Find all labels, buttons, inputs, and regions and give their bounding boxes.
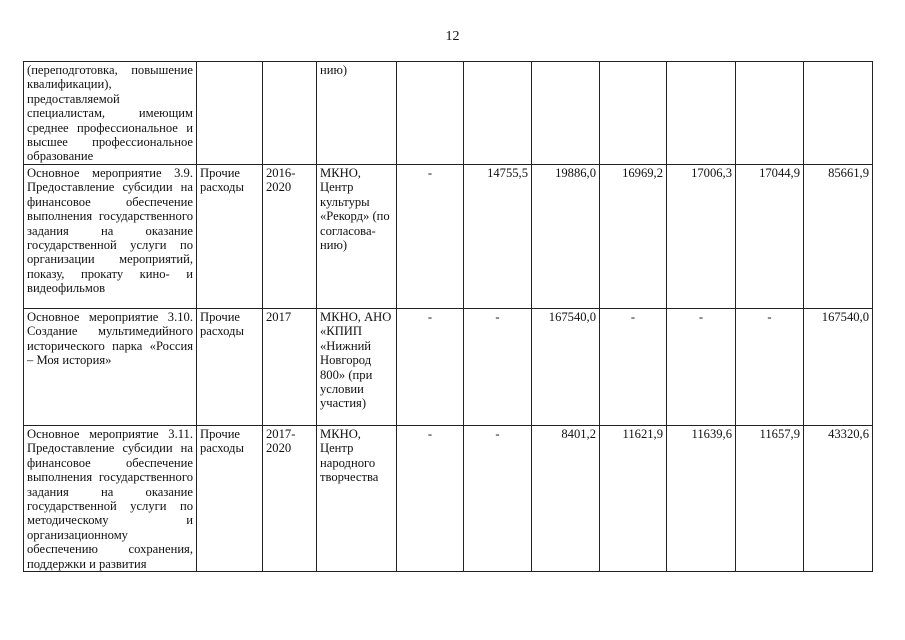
- value-cell: 8401,2: [532, 426, 600, 572]
- period: 2017: [263, 309, 317, 426]
- value-cell: -: [464, 426, 532, 572]
- executor: МКНО, Центр культуры «Рекорд» (по согласова-нию): [317, 165, 397, 309]
- value-cell: [667, 62, 736, 165]
- value-cell: -: [397, 426, 464, 572]
- value-cell: [397, 62, 464, 165]
- activity-description: Основное мероприятие 3.10. Создание мультимедийного исторического парка «Россия – Моя история»: [24, 309, 197, 426]
- table-row: [24, 309, 873, 426]
- expense-type: Прочие расходы: [197, 309, 263, 426]
- value-cell: [736, 62, 804, 165]
- executor: нию): [317, 62, 397, 165]
- executor: МКНО, Центр народного творчества: [317, 426, 397, 572]
- value-cell: -: [736, 309, 804, 426]
- value-cell: 16969,2: [600, 165, 667, 309]
- executor: МКНО, АНО «КПИП «Нижний Новгород 800» (при условии участия): [317, 309, 397, 426]
- value-cell: -: [464, 309, 532, 426]
- value-cell: -: [667, 309, 736, 426]
- value-cell: 11621,9: [600, 426, 667, 572]
- value-cell: -: [397, 309, 464, 426]
- table-row: [24, 165, 873, 309]
- value-cell: -: [600, 309, 667, 426]
- table-row: [24, 62, 873, 165]
- value-cell: 17044,9: [736, 165, 804, 309]
- value-cell: [532, 62, 600, 165]
- value-cell: [600, 62, 667, 165]
- value-cell: 167540,0: [532, 309, 600, 426]
- period: 2017-2020: [263, 426, 317, 572]
- activity-description: Основное мероприятие 3.9. Предоставление субсидии на финансовое обеспечение выполнения государственного задания на оказание государственной услуги по организации мероприятий, показу, прокату кино- и видеофильмов: [24, 165, 197, 309]
- expense-type: Прочие расходы: [197, 426, 263, 572]
- value-cell: -: [397, 165, 464, 309]
- value-cell: [464, 62, 532, 165]
- activity-description: (переподготовка, повышение квалификации), предоставляемой специалистам, имеющим среднее профессиональное и высшее профессиональное образование: [24, 62, 197, 165]
- value-cell: 14755,5: [464, 165, 532, 309]
- value-cell: 43320,6: [804, 426, 873, 572]
- expense-type: Прочие расходы: [197, 165, 263, 309]
- value-cell: [804, 62, 873, 165]
- activity-description: Основное мероприятие 3.11. Предоставление субсидии на финансовое обеспечение выполнения государственного задания на оказание государственной услуги по методическому и организационному обеспечению сохранения, поддержки и развития: [24, 426, 197, 572]
- value-cell: 167540,0: [804, 309, 873, 426]
- period: [263, 62, 317, 165]
- value-cell: 17006,3: [667, 165, 736, 309]
- program-activities-table: [23, 61, 873, 572]
- table-row: [24, 426, 873, 572]
- value-cell: 85661,9: [804, 165, 873, 309]
- page-number: 12: [445, 29, 460, 44]
- expense-type: [197, 62, 263, 165]
- value-cell: 11657,9: [736, 426, 804, 572]
- period: 2016-2020: [263, 165, 317, 309]
- value-cell: 11639,6: [667, 426, 736, 572]
- value-cell: 19886,0: [532, 165, 600, 309]
